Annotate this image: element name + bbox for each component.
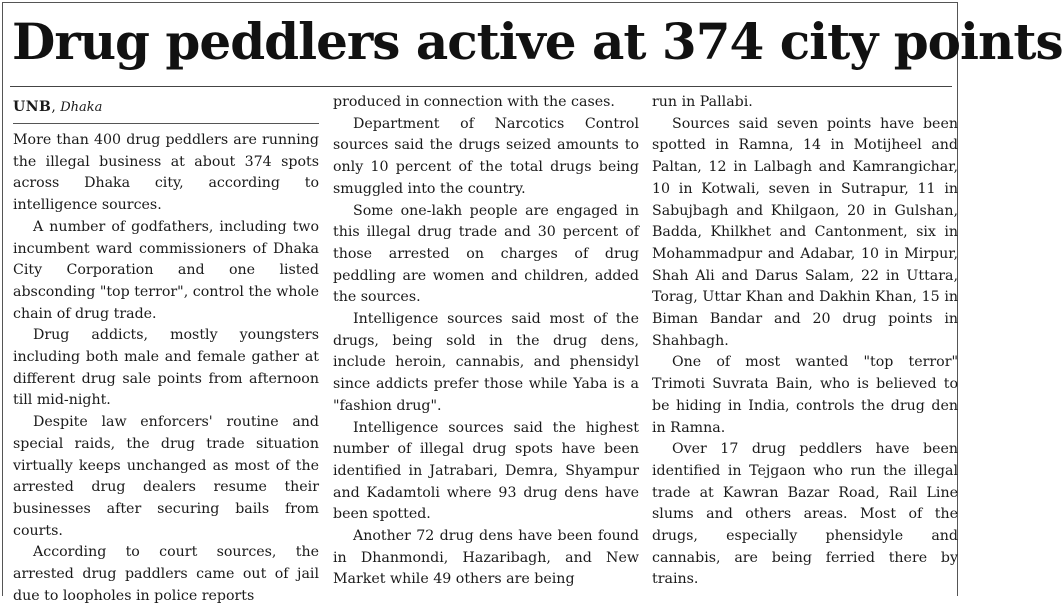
paragraph: produced in connection with the cases. — [333, 94, 615, 110]
paragraph: Over 17 drug peddlers have been identified in Tejgaon who run the illegal trade at Kawran Bazar Road, Rail Line slums and others areas. Most of the drugs, especially phensidyle and cannabis, are being ferried there by trains. — [652, 441, 958, 588]
headline: Drug peddlers active at 374 city points — [12, 12, 1063, 71]
headline-rule — [10, 86, 952, 87]
byline-place: Dhaka — [60, 100, 103, 115]
paragraph: Some one-lakh people are engaged in this illegal drug trade and 30 percent of those arrested on charges of drug peddling are women and children, added the sources. — [333, 202, 639, 306]
paragraph: Another 72 drug dens have been found in Dhanmondi, Hazaribagh, and New Market while 49 others are being — [333, 528, 639, 588]
byline-separator: , — [51, 99, 56, 115]
paragraph: A number of godfathers, including two incumbent ward commissioners of Dhaka City Corporation and one listed absconding "top terror", control the whole chain of drug trade. — [13, 218, 319, 322]
byline-agency: UNB — [13, 99, 52, 115]
byline — [13, 96, 319, 119]
column-3 — [652, 92, 958, 592]
paragraph: run in Pallabi. — [652, 94, 753, 110]
column-1 — [13, 92, 319, 604]
paragraph: According to court sources, the arrested drug paddlers came out of jail due to loopholes in police reports — [13, 544, 319, 604]
paragraph: Intelligence sources said the highest number of illegal drug spots have been identified in Jatrabari, Demra, Shyampur and Kadamtoli where 93 drug dens have been spotted. — [333, 419, 639, 523]
paragraph: One of most wanted "top terror" Trimoti Suvrata Bain, who is believed to be hiding in India, controls the drug den in Ramna. — [652, 354, 958, 436]
column-2 — [333, 92, 639, 592]
byline-rule — [13, 123, 319, 124]
paragraph: Despite law enforcers' routine and special raids, the drug trade situation virtually keeps unchanged as most of the arrested drug dealers resume their businesses after securing bails from courts. — [13, 414, 319, 539]
paragraph: More than 400 drug peddlers are running the illegal business at about 374 spots across Dhaka city, according to intelligence sources. — [13, 132, 319, 214]
paragraph: Sources said seven points have been spotted in Ramna, 14 in Motijheel and Paltan, 12 in Lalbagh and Kamrangichar, 10 in Kotwali, seven in Sutrapur, 11 in Sabujbagh and Khilgaon, 20 in Gulshan, Badda, Khilkhet and Cantonment, six in Mohammadpur and Adabar, 10 in Mirpur, Shah Ali and Darus Salam, 22 in Uttara, Torag, Uttar Khan and Dakhin Khan, 15 in Biman Bandar and 20 drug points in Shahbagh. — [652, 115, 958, 349]
paragraph: Intelligence sources said most of the drugs, being sold in the drug dens, include heroin, cannabis, and phensidyl since addicts prefer those while Yaba is a "fashion drug". — [333, 311, 639, 414]
paragraph: Department of Narcotics Control sources said the drugs seized amounts to only 10 percent of the total drugs being smuggled into the country. — [333, 115, 639, 197]
paragraph: Drug addicts, mostly youngsters including both male and female gather at different drug sale points from afternoon till mid-night. — [13, 327, 319, 409]
